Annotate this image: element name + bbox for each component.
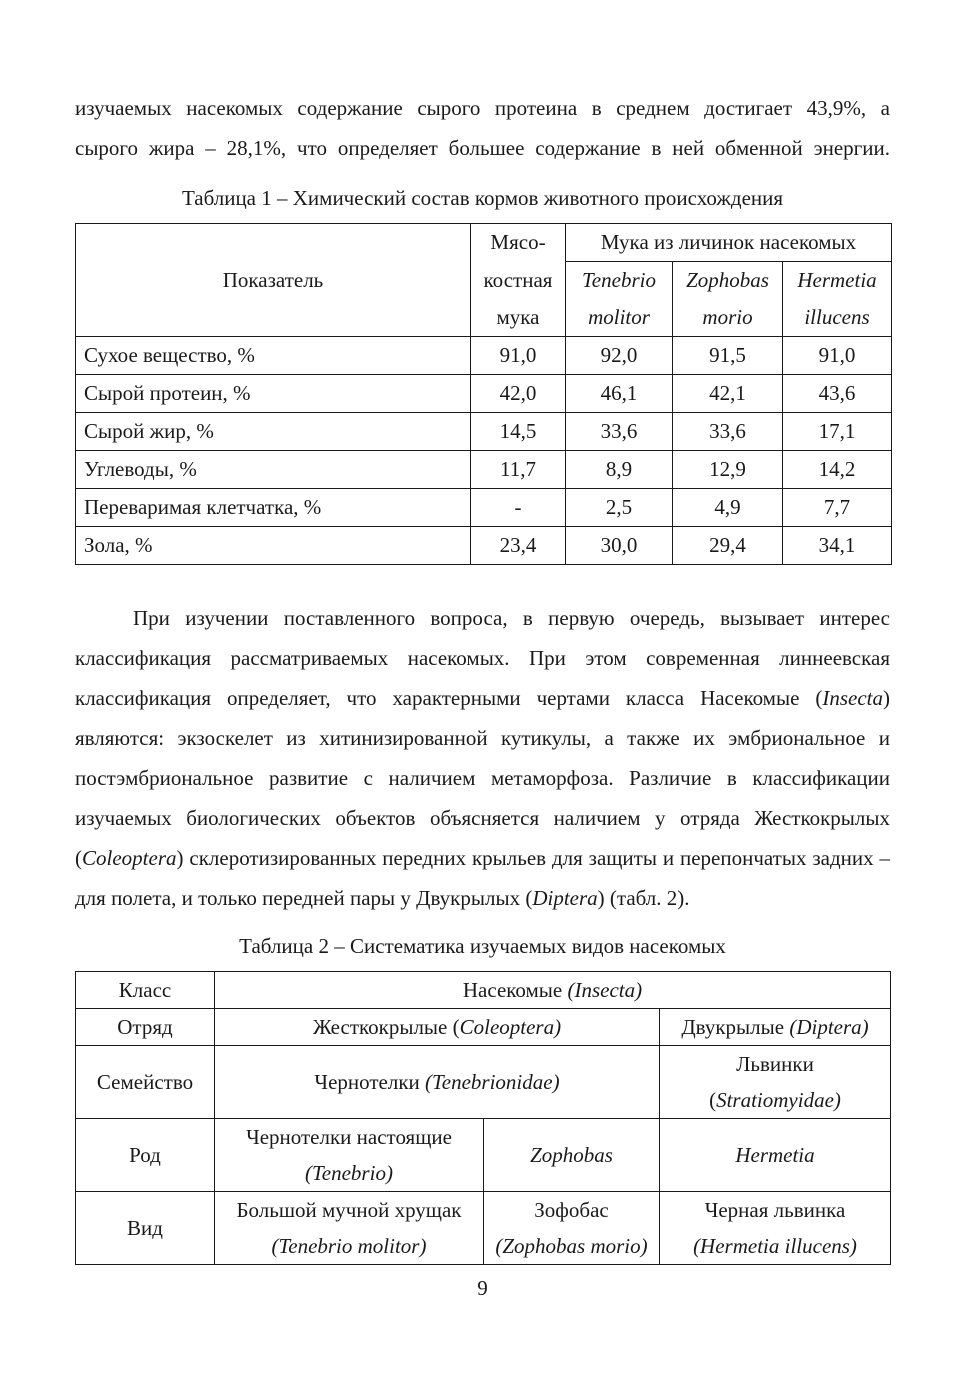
- coleoptera-term: Coleoptera: [82, 846, 177, 870]
- table-row: [76, 375, 892, 413]
- table1-cell-meat: 11,7: [471, 451, 566, 489]
- table2-family-stratiomyidae: [660, 1046, 891, 1119]
- table-row: [76, 489, 892, 527]
- table1-row-label: Зола, %: [76, 527, 471, 565]
- table1-cell-hermetia: 34,1: [783, 527, 892, 565]
- table1-header-tenebrio-1-text: Tenebrio: [582, 268, 656, 292]
- table2-species-hermetia: [660, 1192, 891, 1265]
- insecta-term: Insecta: [822, 686, 883, 710]
- table2-species-hermetia-latin: (Hermetia illucens): [693, 1234, 857, 1258]
- table2-order-diptera-ru: Двукрылые: [681, 1015, 790, 1039]
- table1-cell-zophobas: 42,1: [673, 375, 783, 413]
- table2-caption: Таблица 2 – Систематика изучаемых видов насекомых: [239, 934, 726, 958]
- paragraph-classification-text: [75, 598, 890, 918]
- table2-family-stratiomyidae-ru: Львинки: [736, 1052, 814, 1076]
- table1-header-meat-3: мука: [471, 299, 566, 337]
- table2-species-zophobas-ru: Зофобас: [534, 1198, 609, 1222]
- table1-cell-zophobas: 12,9: [673, 451, 783, 489]
- table1-cell-zophobas: 91,5: [673, 337, 783, 375]
- table2-genus-tenebrio: [215, 1119, 484, 1192]
- table1-header-larvae-group: Мука из личинок насекомых: [566, 224, 892, 262]
- table2-family-tenebrionidae: [215, 1046, 660, 1119]
- table1-header-meat-2: костная: [471, 262, 566, 300]
- diptera-term: Diptera: [532, 886, 598, 910]
- table2-genus-zophobas: [484, 1119, 660, 1192]
- paragraph-part-3: ) склеротизированных передних крыльев для защиты и перепончатых задних – для полета, и только передней пары у Двукрылых (: [75, 846, 890, 910]
- table1-header-hermetia-1-text: Hermetia: [797, 268, 877, 292]
- table1-row-label: Сухое вещество, %: [76, 337, 471, 375]
- table1-cell-tenebrio: 33,6: [566, 413, 673, 451]
- table2-order-coleoptera-latin: Coleoptera): [459, 1015, 562, 1039]
- table1-chemical-composition: [75, 223, 892, 565]
- table2-species-label: Вид: [76, 1192, 215, 1265]
- table1-cell-hermetia: 7,7: [783, 489, 892, 527]
- paragraph-intro-line-2: сырого жира – 28,1%, что определяет большее содержание в ней обменной энергии.: [75, 136, 890, 160]
- table2-species-tenebrio-latin: (Tenebrio molitor): [271, 1234, 427, 1258]
- table1-row-label: Сырой жир, %: [76, 413, 471, 451]
- table2-family-label: Семейство: [76, 1046, 215, 1119]
- table1-header-hermetia-2-text: illucens: [804, 305, 870, 329]
- table2-order-label: Отряд: [76, 1009, 215, 1046]
- paragraph-part-2: ) являются: экзоскелет из хитинизированной кутикулы, а также их эмбриональное и постэмбриональное развитие с наличием метаморфоза. Различие в классификации изучаемых биологических объектов объясняется наличием у отряда Жесткокрылых (: [75, 686, 890, 870]
- table2-genus-label: Род: [76, 1119, 215, 1192]
- table1-cell-tenebrio: 92,0: [566, 337, 673, 375]
- table1-cell-hermetia: 91,0: [783, 337, 892, 375]
- table1-cell-tenebrio: 2,5: [566, 489, 673, 527]
- table2-family-stratiomyidae-paren: (: [709, 1088, 717, 1112]
- table2-family-tenebrionidae-ru: Чернотелки: [314, 1070, 426, 1094]
- table1-cell-tenebrio: 46,1: [566, 375, 673, 413]
- table2-species-tenebrio-ru: Большой мучной хрущак: [236, 1198, 462, 1222]
- table1-cell-zophobas: 33,6: [673, 413, 783, 451]
- table1-header-zophobas-1-text: Zophobas: [686, 268, 769, 292]
- table1-header-tenebrio-2: [566, 299, 673, 337]
- table2-class-label: Класс: [76, 972, 215, 1009]
- table1-header-hermetia-2: [783, 299, 892, 337]
- table2-class-value: [215, 972, 891, 1009]
- table1-caption: Таблица 1 – Химический состав кормов животного происхождения: [181, 186, 784, 210]
- paragraph-intro: [75, 88, 890, 168]
- table2-class-value-latin: (Insecta): [567, 978, 643, 1002]
- table1-cell-meat: 23,4: [471, 527, 566, 565]
- table-row: [76, 413, 892, 451]
- table1-header-zophobas-2: [673, 299, 783, 337]
- table1-row-label: Углеводы, %: [76, 451, 471, 489]
- table1-cell-tenebrio: 8,9: [566, 451, 673, 489]
- table1-cell-meat: -: [471, 489, 566, 527]
- table1-header-zophobas-1: [673, 262, 783, 300]
- table1-header-tenebrio-2-text: molitor: [588, 305, 650, 329]
- table1-cell-meat: 91,0: [471, 337, 566, 375]
- table1-cell-meat: 14,5: [471, 413, 566, 451]
- table2-family-tenebrionidae-latin: (Tenebrionidae): [425, 1070, 560, 1094]
- table1-cell-hermetia: 43,6: [783, 375, 892, 413]
- table1-header-zophobas-2-text: morio: [702, 305, 753, 329]
- table1-cell-hermetia: 14,2: [783, 451, 892, 489]
- table1-header-indicator: Показатель: [76, 224, 471, 337]
- table1-row-label: Переваримая клетчатка, %: [76, 489, 471, 527]
- table1-header-hermetia-1: [783, 262, 892, 300]
- table2-species-hermetia-ru: Черная львинка: [704, 1198, 846, 1222]
- table2-species-tenebrio: [215, 1192, 484, 1265]
- table2-genus-zophobas-latin: Zophobas: [530, 1143, 613, 1167]
- table1-row-label: Сырой протеин, %: [76, 375, 471, 413]
- table1-header-meat-1: Мясо-: [471, 224, 566, 262]
- table2-species-zophobas-latin: (Zophobas morio): [495, 1234, 648, 1258]
- table-row: [76, 527, 892, 565]
- table2-genus-hermetia: [660, 1119, 891, 1192]
- table2-order-coleoptera-ru: Жесткокрылые (: [312, 1015, 460, 1039]
- table2-order-diptera: [660, 1009, 891, 1046]
- paragraph-part-1: При изучении поставленного вопроса, в первую очередь, вызывает интерес классификация рассматриваемых насекомых. При этом современная линнеевская классификация определяет, что характерными чертами класса Насекомые (: [75, 606, 890, 710]
- table2-family-stratiomyidae-latin-line: [660, 1082, 890, 1118]
- table1-cell-tenebrio: 30,0: [566, 527, 673, 565]
- page-number: 9: [477, 1276, 488, 1300]
- table-row: [76, 337, 892, 375]
- paragraph-part-4: ) (табл. 2).: [597, 886, 690, 910]
- table2-genus-hermetia-latin: Hermetia: [735, 1143, 815, 1167]
- table1-cell-zophobas: 4,9: [673, 489, 783, 527]
- table2-genus-tenebrio-latin: (Tenebrio): [305, 1161, 393, 1185]
- table2-order-diptera-latin: (Diptera): [789, 1015, 869, 1039]
- paragraph-intro-line-1: изучаемых насекомых содержание сырого протеина в среднем достигает 43,9%, а: [75, 96, 890, 120]
- table2-order-coleoptera: [215, 1009, 660, 1046]
- table1-header-tenebrio-1: [566, 262, 673, 300]
- table1-cell-meat: 42,0: [471, 375, 566, 413]
- table2-species-zophobas: [484, 1192, 660, 1265]
- table2-class-value-ru: Насекомые: [462, 978, 568, 1002]
- table-row: [76, 451, 892, 489]
- table2-genus-tenebrio-ru: Чернотелки настоящие: [246, 1125, 452, 1149]
- table2-systematics: [75, 971, 891, 1265]
- table1-cell-zophobas: 29,4: [673, 527, 783, 565]
- table1-cell-hermetia: 17,1: [783, 413, 892, 451]
- table2-family-stratiomyidae-latin: Stratiomyidae): [716, 1088, 841, 1112]
- paragraph-classification: [75, 598, 890, 918]
